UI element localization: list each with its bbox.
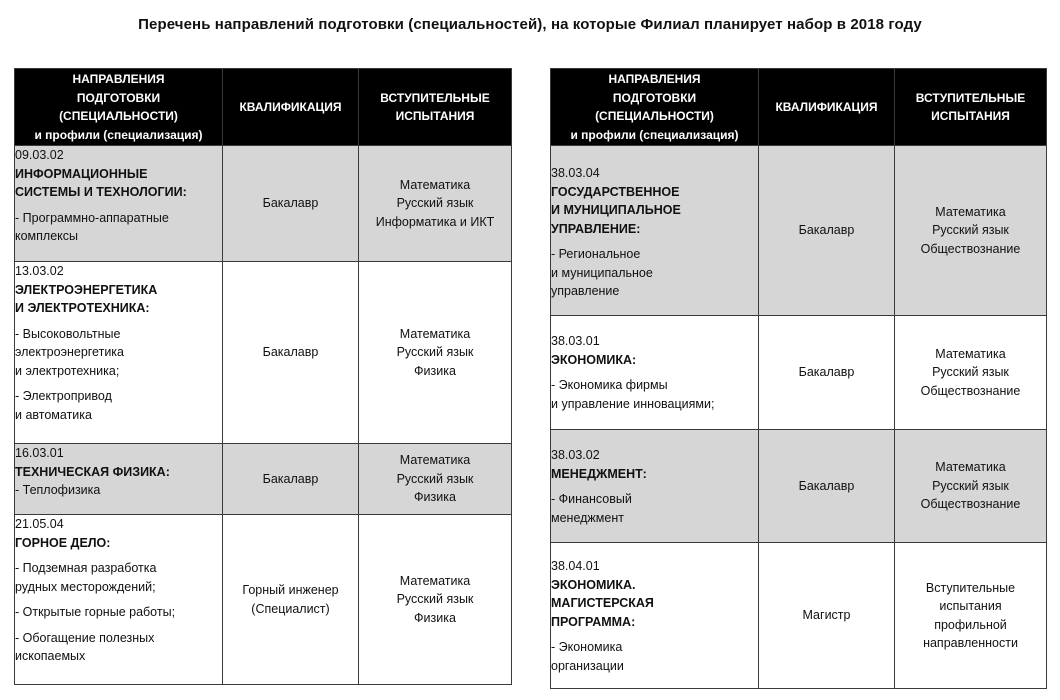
- direction-cell: 38.03.01 ЭКОНОМИКА: - Экономика фирмы и управление инновациями;: [551, 316, 759, 430]
- table-row: [15, 444, 512, 515]
- page-title: Перечень направлений подготовки (специальностей), на которые Филиал планирует набор в 2018 году: [138, 16, 922, 33]
- exams-cell: Математика Русский язык Физика: [359, 444, 512, 515]
- table-row: [15, 515, 512, 685]
- qualification-cell: Горный инженер (Специалист): [223, 515, 359, 685]
- table-row: [551, 430, 1047, 543]
- direction-cell: 13.03.02 ЭЛЕКТРОЭНЕРГЕТИКА И ЭЛЕКТРОТЕХНИКА: - Высоковольтные электроэнергетика и электротехника; - Электропривод и автоматика: [15, 262, 223, 444]
- qualification-cell: Бакалавр: [223, 146, 359, 262]
- exams-cell: Математика Русский язык Обществознание: [895, 430, 1047, 543]
- direction-cell: 21.05.04 ГОРНОЕ ДЕЛО: - Подземная разработка рудных месторождений; - Открытые горные работы; - Обогащение полезных ископаемых: [15, 515, 223, 685]
- header-qualification: КВАЛИФИКАЦИЯ: [223, 69, 359, 146]
- programs-table-right: [550, 68, 1047, 689]
- table-row: [551, 146, 1047, 316]
- header-exams: ВСТУПИТЕЛЬНЫЕ ИСПЫТАНИЯ: [895, 69, 1047, 146]
- qualification-cell: Бакалавр: [759, 146, 895, 316]
- exams-cell: Математика Русский язык Физика: [359, 262, 512, 444]
- exams-cell: Математика Русский язык Обществознание: [895, 316, 1047, 430]
- table-header-row: [15, 69, 512, 146]
- qualification-cell: Бакалавр: [223, 262, 359, 444]
- header-directions: НАПРАВЛЕНИЯ ПОДГОТОВКИ (СПЕЦИАЛЬНОСТИ) и профили (специализация): [15, 69, 223, 146]
- table-row: [15, 262, 512, 444]
- qualification-cell: Магистр: [759, 543, 895, 689]
- direction-cell: 38.03.04 ГОСУДАРСТВЕННОЕ И МУНИЦИПАЛЬНОЕ УПРАВЛЕНИЕ: - Региональное и муниципальное управление: [551, 146, 759, 316]
- header-exams: ВСТУПИТЕЛЬНЫЕ ИСПЫТАНИЯ: [359, 69, 512, 146]
- header-qualification: КВАЛИФИКАЦИЯ: [759, 69, 895, 146]
- exams-cell: Математика Русский язык Информатика и ИКТ: [359, 146, 512, 262]
- qualification-cell: Бакалавр: [759, 430, 895, 543]
- header-directions: НАПРАВЛЕНИЯ ПОДГОТОВКИ (СПЕЦИАЛЬНОСТИ) и профили (специализация): [551, 69, 759, 146]
- table-row: [551, 316, 1047, 430]
- table-row: [551, 543, 1047, 689]
- qualification-cell: Бакалавр: [223, 444, 359, 515]
- table-row: [15, 146, 512, 262]
- qualification-cell: Бакалавр: [759, 316, 895, 430]
- table-header-row: [551, 69, 1047, 146]
- programs-table-left: [14, 68, 512, 685]
- direction-cell: 38.04.01 ЭКОНОМИКА. МАГИСТЕРСКАЯ ПРОГРАММА: - Экономика организации: [551, 543, 759, 689]
- exams-cell: Вступительные испытания профильной направленности: [895, 543, 1047, 689]
- exams-cell: Математика Русский язык Физика: [359, 515, 512, 685]
- direction-cell: 16.03.01 ТЕХНИЧЕСКАЯ ФИЗИКА: - Теплофизика: [15, 444, 223, 515]
- exams-cell: Математика Русский язык Обществознание: [895, 146, 1047, 316]
- direction-cell: 09.03.02 ИНФОРМАЦИОННЫЕ СИСТЕМЫ И ТЕХНОЛОГИИ: - Программно-аппаратные комплексы: [15, 146, 223, 262]
- direction-cell: 38.03.02 МЕНЕДЖМЕНТ: - Финансовый менеджмент: [551, 430, 759, 543]
